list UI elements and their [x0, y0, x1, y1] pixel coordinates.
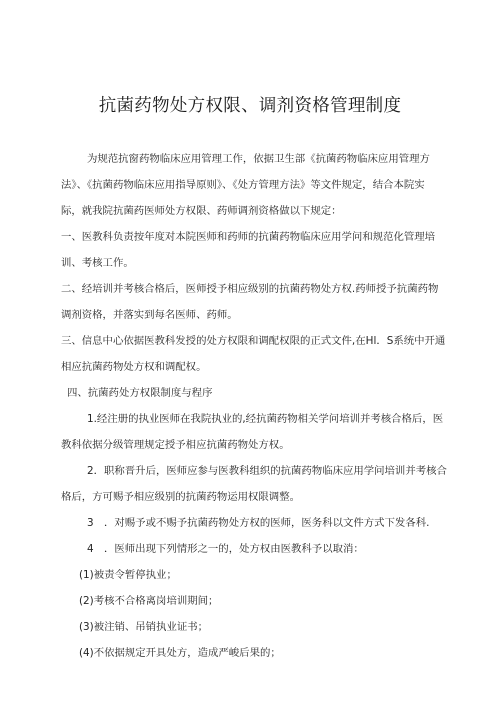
- list-item: (2)考核不合格离岗培训期间；: [79, 595, 219, 607]
- section-heading: 四、抗菌药处方权限制度与程序: [67, 387, 213, 399]
- text-line: 二、经培训并考核合格后，医师授予相应级别的抗菌药物处方权.药师授予抗菌药物: [61, 283, 439, 295]
- section-2: [61, 282, 451, 334]
- section-1: [61, 230, 451, 282]
- text-line: 一、医教科负责按年度对本院医师和药师的抗菌药物临床应用学问和规范化管理培: [61, 231, 436, 243]
- text-line: 相应抗菌药物处方权和调配权。: [61, 361, 207, 373]
- text-line: 三、信息中心依据医教科发授的处方权限和调配权限的正式文件,在Hl．S系统中开通: [61, 335, 446, 347]
- text-line: 训、考核工作。: [61, 257, 134, 269]
- text-line: 3 ．对赐予或不赐予抗菌药物处方权的医师，医务科以文件方式下发各科.: [87, 517, 430, 529]
- text-line: 2．职称晋升后，医师应参与医教科组织的抗菌药物临床应用学问培训并考核合: [87, 465, 447, 477]
- document-title: 抗菌药物处方权限、调剂资格管理制度: [98, 96, 402, 116]
- document-body: [61, 152, 451, 660]
- text-line: 际，就我院抗菌药医师处方权限、药师调剂资格做以下规定：: [61, 205, 342, 217]
- text-line: 法》、《抗菌药物临床应用指导原则》、《处方管理方法》等文件规定，结合本院实: [61, 179, 425, 191]
- intro-paragraph: [61, 152, 451, 230]
- list-item: (4)不依据规定开具处方，造成严峻后果的；: [79, 647, 281, 659]
- text-line: 教科依据分级管理规定授予相应抗菌药物处方权。: [61, 439, 290, 451]
- list-item: (1)被责令暂停执业；: [79, 569, 177, 581]
- section-4: [61, 386, 451, 660]
- section-3: [61, 334, 451, 386]
- list-item: (3)被注销、吊销执业证书；: [79, 621, 209, 633]
- text-line: 1.经注册的执业医师在我院执业的,经抗菌药物相关学问培训并考核合格后，医: [87, 413, 444, 425]
- text-line: 4 ．医师出现下列情形之一的，处方权由医教科予以取消：: [87, 543, 364, 555]
- text-line: 调剂资格，并落实到每名医师、药师。: [61, 309, 238, 321]
- text-line: 格后，方可赐予相应级别的抗菌药物运用权限调整。: [61, 491, 300, 503]
- text-line: 为规范抗窗药物临床应用管理工作，依据卫生部《抗菌药物临床应用管理方: [87, 153, 430, 165]
